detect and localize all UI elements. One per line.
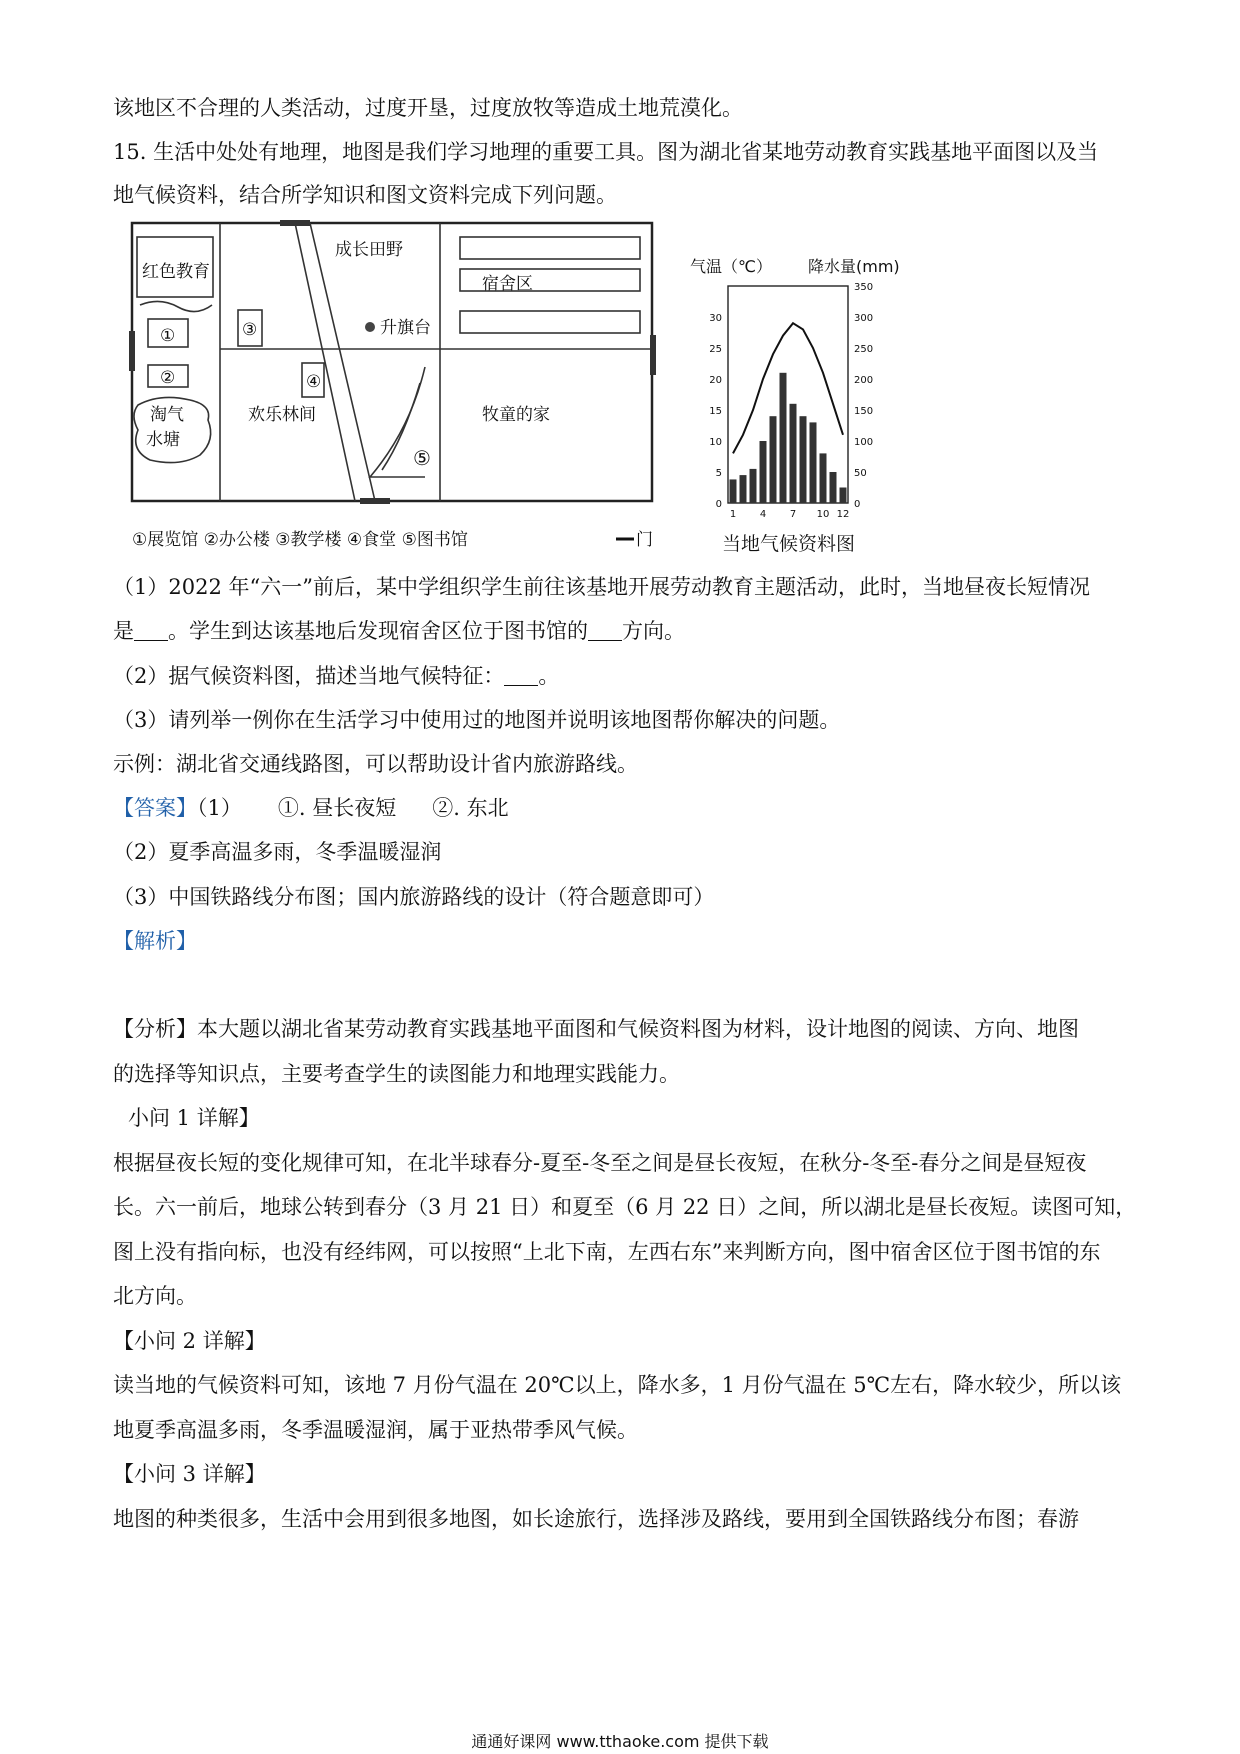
- temperature-line: [733, 323, 843, 453]
- chart-left-axis-label: 气温（℃）: [690, 258, 772, 276]
- flag-icon: [365, 322, 375, 332]
- chart-right-tick-label: 250: [854, 344, 874, 355]
- analysis-intro-line1: 【分析】本大题以湖北省某劳动教育实践基地平面图和气候资料图为材料，设计地图的阅读、方向、地图: [113, 1017, 1079, 1041]
- answer-label: 【答案】: [113, 796, 197, 820]
- q3-line: （3）请列举一例你在生活学习中使用过的地图并说明该地图帮你解决的问题。: [113, 708, 841, 732]
- answer-q1-line: [113, 794, 509, 822]
- precipitation-bar: [750, 469, 757, 503]
- precipitation-bar: [780, 373, 787, 503]
- chart-left-tick-label: 10: [709, 437, 722, 448]
- sub1-line3: 图上没有指向标，也没有经纬网，可以按照“上北下南，左西右东”来判断方向，图中宿舍区位于图书馆的东: [113, 1240, 1101, 1264]
- question-stem-line2: 地气候资料，结合所学知识和图文资料完成下列问题。: [113, 183, 617, 207]
- chart-right-tick-label: 0: [854, 499, 861, 510]
- chart-right-axis-label: 降水量(mm): [808, 258, 900, 276]
- sub1-line2: 长。六一前后，地球公转到春分（3 月 21 日）和夏至（6 月 22 日）之间，所以湖北是昼长夜短。读图可知，: [113, 1195, 1137, 1219]
- intro-line: 该地区不合理的人类活动，过度开垦，过度放牧等造成土地荒漠化。: [113, 96, 743, 120]
- chart-left-tick-label: 30: [709, 313, 722, 324]
- map-wavy-line: [140, 301, 212, 311]
- map-label-growth-field: 成长田野: [335, 240, 403, 260]
- gate-icon-bottom: [360, 498, 390, 504]
- map-label-happy-forest: 欢乐林间: [248, 405, 316, 425]
- sub1-line1: 根据昼夜长短的变化规律可知，在北半球春分-夏至-冬至之间是昼长夜短，在秋分-冬至-春分之间是昼短夜: [113, 1151, 1087, 1175]
- gate-icon-top: [280, 220, 310, 226]
- analysis-intro-line2: 的选择等知识点，主要考查学生的读图能力和地理实践能力。: [113, 1062, 680, 1086]
- answer-q1-num: （1）: [197, 796, 242, 820]
- analysis-label: 【解析】: [113, 929, 197, 953]
- gate-icon-right: [650, 335, 656, 375]
- q2-blank[interactable]: [504, 665, 538, 686]
- chart-right-tick-label: 50: [854, 468, 867, 479]
- precipitation-bar: [830, 472, 837, 503]
- map-label-n4: ④: [306, 372, 322, 392]
- map-label-n5: ⑤: [413, 446, 431, 470]
- map-label-pond-2: 水塘: [146, 430, 180, 450]
- page-footer: 通通好课网 www.tthaoke.com 提供下载: [471, 1732, 769, 1751]
- q1-blank-1[interactable]: [134, 620, 168, 641]
- map-label-n2: ②: [160, 368, 176, 388]
- chart-left-tick-label: 15: [709, 406, 722, 417]
- chart-x-tick-label: 1: [729, 509, 737, 520]
- q1-part1: 是: [113, 619, 134, 643]
- map-outer-border: [132, 223, 652, 501]
- sub2-line1: 读当地的气候资料可知，该地 7 月份气温在 20℃以上，降水多，1 月份气温在 5℃左右，降水较少，所以该: [113, 1373, 1122, 1397]
- precipitation-bar: [760, 441, 767, 503]
- answer-q1-a2: ②. 东北: [432, 796, 509, 820]
- answer-q1-a1: ①. 昼长夜短: [277, 796, 397, 820]
- q1-line2: [113, 617, 685, 645]
- q2-line: [113, 662, 559, 690]
- chart-right-tick-label: 350: [854, 282, 874, 293]
- example-line: 示例：湖北省交通线路图，可以帮助设计省内旅游路线。: [113, 752, 638, 776]
- chart-right-tick-label: 100: [854, 437, 874, 448]
- sub3-title: 【小问 3 详解】: [113, 1462, 266, 1486]
- precipitation-bar: [770, 416, 777, 503]
- sub1-title: 小问 1 详解】: [128, 1106, 260, 1130]
- question-stem-line1: 15. 生活中处处有地理，地图是我们学习地理的重要工具。图为湖北省某地劳动教育实践基地平面图以及当: [113, 140, 1099, 164]
- precipitation-bar: [820, 453, 827, 503]
- chart-right-tick-label: 200: [854, 375, 874, 386]
- q1-part3: 方向。: [622, 619, 685, 643]
- q1-blank-2[interactable]: [588, 620, 622, 641]
- sub3-line1: 地图的种类很多，生活中会用到很多地图，如长途旅行，选择涉及路线，要用到全国铁路线分布图；春游: [113, 1507, 1079, 1531]
- map-label-pond-1: 淘气: [150, 405, 184, 425]
- sub1-line4: 北方向。: [113, 1284, 197, 1308]
- map-legend-gate: 门: [636, 530, 653, 550]
- map-label-dormitory: 宿舍区: [482, 274, 533, 294]
- map-diagonal-road-2: [295, 223, 355, 501]
- map-dorm-row3: [460, 311, 640, 333]
- sub2-line2: 地夏季高温多雨，冬季温暖湿润，属于亚热带季风气候。: [113, 1418, 638, 1442]
- q2-part2: 。: [538, 664, 560, 688]
- chart-x-tick-label: 12: [836, 509, 850, 520]
- chart-right-tick-label: 300: [854, 313, 874, 324]
- precipitation-bar: [840, 488, 847, 504]
- chart-left-tick-label: 20: [709, 375, 722, 386]
- map-label-n3: ③: [242, 320, 258, 340]
- map-label-livestock-home: 牧童的家: [482, 405, 550, 425]
- answer-q2-line: （2）夏季高温多雨，冬季温暖湿润: [113, 840, 442, 864]
- chart-left-tick-label: 0: [715, 499, 722, 510]
- chart-left-tick-label: 25: [709, 344, 722, 355]
- chart-title: 当地气候资料图: [722, 533, 856, 555]
- map-label-flag-platform: 升旗台: [380, 318, 431, 338]
- map-dorm-row1: [460, 237, 640, 259]
- precipitation-bar: [800, 416, 807, 503]
- chart-x-tick-label: 4: [759, 509, 767, 520]
- q1-line1: （1）2022 年“六一”前后，某中学组织学生前往该基地开展劳动教育主题活动，此时，当地昼夜长短情况: [113, 575, 1090, 599]
- precipitation-bar: [790, 404, 797, 503]
- map-label-red-education: 红色教育: [142, 262, 210, 282]
- climate-chart: [680, 258, 930, 560]
- map-diagonal-road: [310, 223, 375, 501]
- gate-icon-left: [129, 331, 135, 371]
- chart-x-tick-label: 10: [816, 509, 830, 520]
- q2-part1: （2）据气候资料图，描述当地气候特征：: [113, 664, 505, 688]
- chart-x-tick-label: 7: [789, 509, 797, 520]
- chart-left-tick-label: 5: [715, 468, 722, 479]
- chart-right-tick-label: 150: [854, 406, 874, 417]
- precipitation-bar: [730, 479, 737, 503]
- map-legend: ①展览馆 ②办公楼 ③教学楼 ④食堂 ⑤图书馆: [132, 530, 468, 550]
- q1-part2: 。学生到达该基地后发现宿舍区位于图书馆的: [168, 619, 588, 643]
- answer-q3-line: （3）中国铁路线分布图；国内旅游路线的设计（符合题意即可）: [113, 885, 715, 909]
- sub2-title: 【小问 2 详解】: [113, 1329, 266, 1353]
- base-plan-map: [120, 215, 660, 560]
- map-label-n1: ①: [160, 326, 176, 346]
- precipitation-bar: [740, 475, 747, 503]
- precipitation-bar: [810, 422, 817, 503]
